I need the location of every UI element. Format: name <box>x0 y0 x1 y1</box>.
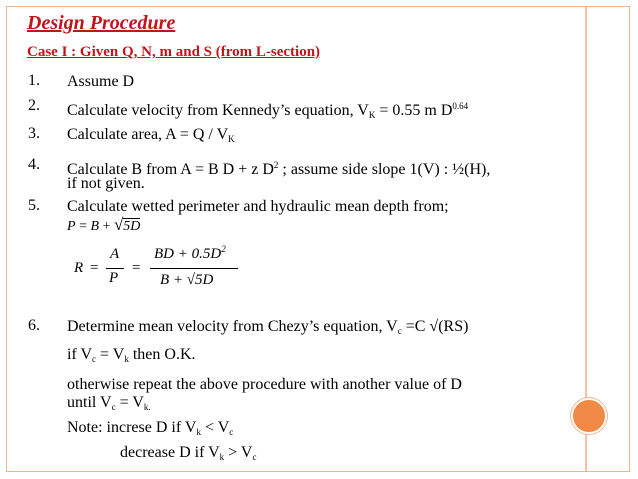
perimeter-equation: P = B + √5D <box>67 215 141 234</box>
condition-text: if $V_c = V_k$ then O.K. <box>67 346 196 364</box>
step-number: 2. <box>28 97 40 114</box>
until-text: until $V_c = V_{k.}$ <box>67 394 151 412</box>
decorative-circle <box>571 398 607 434</box>
case-heading: Case I : Given Q, N, m and S (from L-section) <box>27 44 321 60</box>
hydraulic-depth-equation: R = A P = BD + $0.5D^2$ B + √5D <box>74 246 244 294</box>
step-text: Calculate B from A = B D + z $D^2$ ; assume side slope 1(V) : ½(H), <box>67 160 491 178</box>
step-number: 4. <box>28 156 40 173</box>
step-number: 6. <box>28 317 40 334</box>
step-number: 3. <box>28 125 40 142</box>
step-number: 5. <box>28 197 40 214</box>
page-title: Design Procedure <box>27 12 176 34</box>
step-text: Calculate velocity from Kennedy’s equation, $V_K = 0.55$ m $D^{0.64}$ <box>67 101 469 120</box>
step-text: Calculate area, $A = Q / V_K$ <box>67 126 235 144</box>
otherwise-text: otherwise repeat the above procedure with another value of D <box>67 376 462 393</box>
step-number: 1. <box>28 72 40 89</box>
step-text: Determine mean velocity from Chezy’s equation, $V_c =C$ √(RS) <box>67 318 469 336</box>
note-text: Note: increse D if $V_k < V_c$ <box>67 419 234 437</box>
step-text: Calculate wetted perimeter and hydraulic mean depth from; <box>67 198 449 215</box>
step-text: Assume D <box>67 73 135 90</box>
decrease-text: decrease D if $V_k > V_c$ <box>120 444 257 462</box>
step-text-continued: if not given. <box>67 175 145 192</box>
